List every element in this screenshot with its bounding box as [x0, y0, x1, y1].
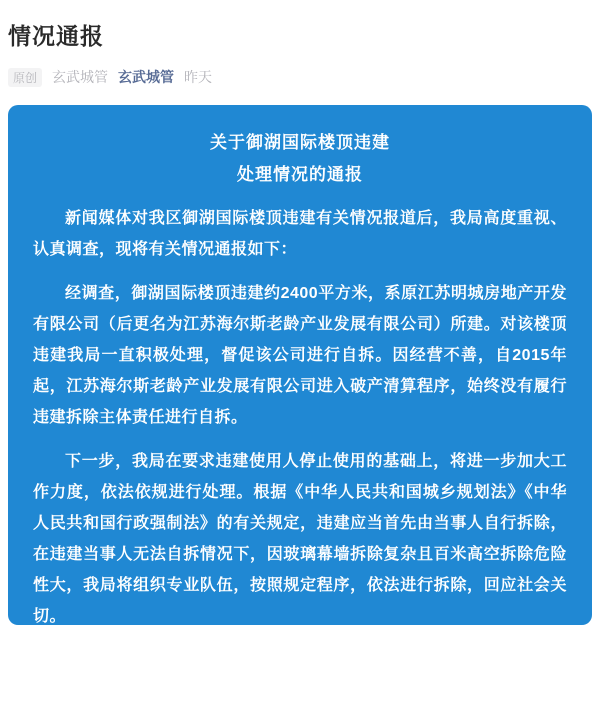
notice-signature: [33, 645, 567, 709]
original-badge: 原创: [8, 68, 42, 87]
account-link[interactable]: 玄武城管: [118, 69, 175, 85]
notice-title-line2: 处理情况的通报: [237, 165, 363, 184]
signature-agency: 南京市玄武区综合行政执法局: [356, 652, 565, 669]
notice-title: [33, 127, 567, 191]
article-meta: [8, 67, 592, 87]
notice-paragraph-2: 经调查，御湖国际楼顶违建约2400平方米，系原江苏明城房地产开发有限公司（后更名为江苏海尔斯老龄产业发展有限公司）所建。对该楼顶违建我局一直积极处理，督促该公司进行自拆。因经营不善，自2015年起，江苏海尔斯老龄产业发展有限公司进入破产清算程序，始终没有履行违建拆除主体责任进行自拆。: [33, 285, 567, 426]
post-time: 昨天: [184, 69, 213, 85]
signature-date: 2021年3月22日: [454, 684, 565, 701]
author-name: 玄武城管: [52, 69, 109, 85]
notice-body: [33, 203, 567, 632]
article-title: 情况通报: [8, 23, 104, 49]
notice-card: [8, 105, 592, 701]
notice-paragraph-3: 下一步，我局在要求违建使用人停止使用的基础上，将进一步加大工作力度，依法依规进行处理。根据《中华人民共和国城乡规划法》《中华人民共和国行政强制法》的有关规定，违建应当首先由当事人自行拆除，在违建当事人无法自拆情况下，因玻璃幕墙拆除复杂且百米高空拆除危险性大，我局将组织专业队伍，按照规定程序，依法进行拆除，回应社会关切。: [33, 453, 567, 625]
notice-paragraph-1: 新闻媒体对我区御湖国际楼顶违建有关情况报道后，我局高度重视、认真调查，现将有关情况通报如下：: [33, 210, 567, 258]
notice-title-line1: 关于御湖国际楼顶违建: [210, 133, 390, 152]
